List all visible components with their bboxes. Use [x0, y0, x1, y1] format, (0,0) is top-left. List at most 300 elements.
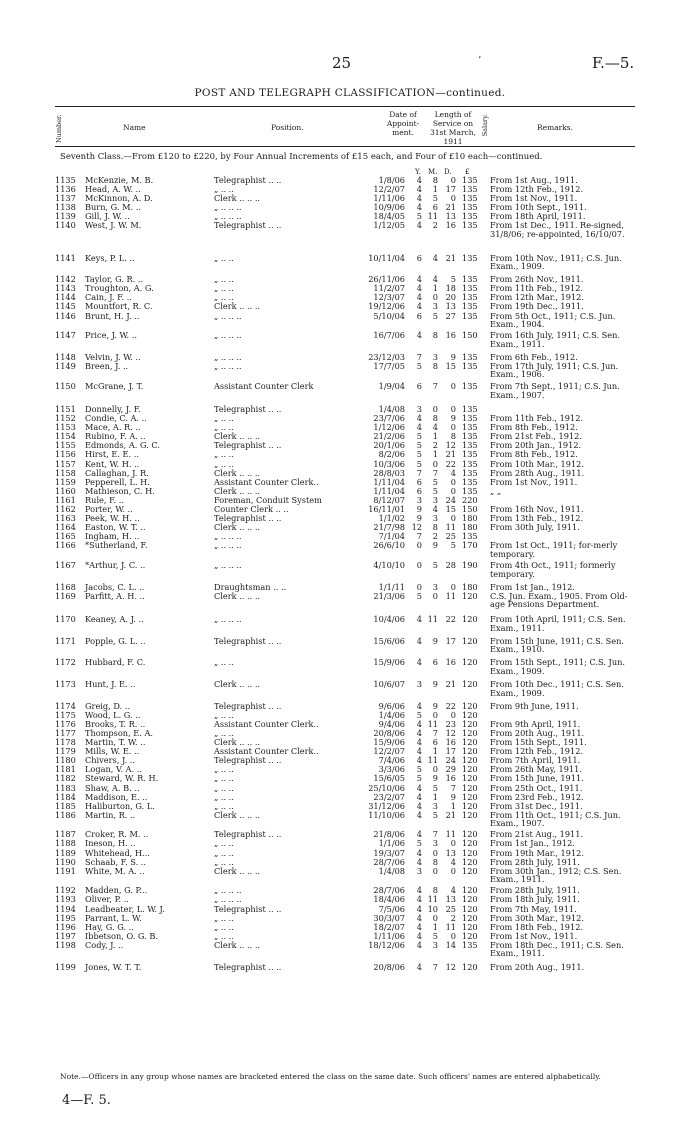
- row-date: 28/8/03: [373, 467, 405, 478]
- row-date: 10/3/06: [373, 458, 405, 469]
- row-days: 8: [450, 431, 456, 442]
- row-date: 1/11/06: [373, 930, 405, 941]
- row-name: Madden, G. P...: [85, 885, 148, 896]
- row-number: 1155: [55, 440, 76, 451]
- row-position: Clerk .. .. ..: [214, 193, 261, 204]
- row-years: 4: [416, 274, 422, 285]
- row-days: 22: [445, 700, 456, 711]
- row-days: 0: [450, 838, 456, 849]
- row-date: 21/3/06: [373, 590, 405, 601]
- row-days: 27: [445, 310, 456, 321]
- row-days: 25: [445, 903, 456, 914]
- row-number: 1139: [55, 211, 76, 222]
- row-remarks: „ „: [490, 485, 502, 496]
- row-remarks: From 30th July, 1911.: [490, 522, 580, 533]
- table-row: [0, 221, 700, 247]
- row-name: Mountfort, R. C.: [85, 301, 153, 312]
- row-salary: 135: [462, 252, 478, 263]
- row-name: Jones, W. T. T.: [85, 961, 142, 972]
- row-remarks: From 6th Feb., 1912.: [490, 351, 578, 362]
- row-salary: 120: [462, 718, 478, 729]
- table-row: [0, 615, 700, 633]
- row-number: 1198: [55, 939, 76, 950]
- row-remarks: From 9th June, 1911.: [490, 700, 579, 711]
- row-months: 8: [432, 885, 438, 896]
- row-months: 3: [432, 800, 438, 811]
- page-number: 25: [332, 54, 352, 72]
- row-years: 5: [416, 458, 422, 469]
- row-days: 21: [445, 449, 456, 460]
- col-header-position: Position.: [271, 123, 304, 132]
- row-date: 21/8/06: [373, 829, 405, 840]
- row-remarks: C.S. Jun. Exam., 1905. From Old-age Pensions Department.: [490, 590, 628, 610]
- row-name: Greig, D. ..: [85, 700, 131, 711]
- table-row: [0, 541, 700, 559]
- row-months: 0: [432, 458, 438, 469]
- row-remarks: From 20th Jan., 1912.: [490, 440, 582, 451]
- row-days: 22: [445, 614, 456, 625]
- row-months: 5: [432, 485, 438, 496]
- row-salary: 120: [462, 961, 478, 972]
- row-days: 5: [450, 540, 456, 551]
- row-years: 6: [416, 252, 422, 263]
- row-position: Clerk .. .. ..: [214, 431, 261, 442]
- row-name: Mills, W. E. ..: [85, 746, 140, 757]
- table-row: [0, 312, 700, 330]
- row-date: 1/11/04: [373, 476, 405, 487]
- row-days: 11: [445, 829, 456, 840]
- row-years: 4: [416, 220, 422, 231]
- row-position: „ .. ..: [214, 773, 234, 784]
- row-number: 1177: [55, 727, 76, 738]
- row-months: 4: [432, 504, 438, 515]
- row-years: 6: [416, 381, 422, 392]
- row-position: Clerk .. .. ..: [214, 485, 261, 496]
- row-position: Assistant Counter Clerk..: [214, 476, 319, 487]
- row-number: 1164: [55, 522, 76, 533]
- row-months: 11: [427, 755, 438, 766]
- row-position: Clerk .. .. ..: [214, 737, 261, 748]
- row-number: 1191: [55, 865, 76, 876]
- row-remarks: From 18th July, 1911.: [490, 894, 580, 905]
- row-salary: 135: [462, 939, 478, 950]
- row-years: 4: [416, 939, 422, 950]
- row-name: Velvin, J. W. ..: [85, 351, 141, 362]
- row-remarks: From 10th Sept., 1911.: [490, 202, 587, 213]
- row-salary: 135: [462, 351, 478, 362]
- row-number: 1192: [55, 885, 76, 896]
- row-position: „ .. ..: [214, 449, 234, 460]
- row-days: 11: [445, 921, 456, 932]
- row-number: 1187: [55, 829, 76, 840]
- row-position: Draughtsman .. ..: [214, 581, 287, 592]
- row-name: Jacobs, C. L. ..: [85, 581, 145, 592]
- row-position: „ .. ..: [214, 292, 234, 303]
- row-days: 24: [445, 494, 456, 505]
- row-date: 1/11/04: [373, 485, 405, 496]
- row-salary: 120: [462, 865, 478, 876]
- row-months: 11: [427, 718, 438, 729]
- row-position: Telegraphist .. ..: [214, 700, 282, 711]
- row-number: 1148: [55, 351, 76, 362]
- row-number: 1138: [55, 202, 76, 213]
- row-remarks: From 13th Feb., 1912.: [490, 513, 584, 524]
- row-salary: 120: [462, 856, 478, 867]
- row-days: 9: [450, 791, 456, 802]
- row-name: Breen, J. ..: [85, 360, 129, 371]
- row-number: 1195: [55, 912, 76, 923]
- row-remarks: From 12th Feb., 1912.: [490, 184, 584, 195]
- row-days: 16: [445, 220, 456, 231]
- row-number: 1147: [55, 330, 76, 341]
- row-number: 1165: [55, 531, 76, 542]
- row-remarks: From 26th May, 1911.: [490, 764, 582, 775]
- row-salary: 135: [462, 476, 478, 487]
- row-position: „ .. ..: [214, 283, 234, 294]
- row-years: 4: [416, 894, 422, 905]
- row-date: 9/4/06: [378, 718, 405, 729]
- row-years: 5: [416, 773, 422, 784]
- row-name: Condie, C. A. ..: [85, 413, 147, 424]
- row-position: „ .. ..: [214, 921, 234, 932]
- row-name: Easton, W. T. ..: [85, 522, 146, 533]
- row-number: 1196: [55, 921, 76, 932]
- row-number: 1183: [55, 782, 76, 793]
- row-salary: 135: [462, 449, 478, 460]
- col-header-remarks: Remarks.: [537, 123, 574, 132]
- row-name: West, J. W. M.: [85, 220, 142, 231]
- row-name: Whitehead, H...: [85, 847, 150, 858]
- row-years: 6: [416, 476, 422, 487]
- row-years: 5: [416, 709, 422, 720]
- row-days: 25: [445, 531, 456, 542]
- row-months: 7: [432, 727, 438, 738]
- row-number: 1193: [55, 894, 76, 905]
- row-years: 3: [416, 404, 422, 414]
- row-remarks: From 31st Dec., 1911.: [490, 800, 583, 811]
- row-days: 0: [450, 175, 456, 185]
- row-name: Mace, A. R. ..: [85, 422, 141, 433]
- row-days: 0: [450, 485, 456, 496]
- row-date: 3/3/06: [378, 764, 405, 775]
- row-years: 0: [416, 581, 422, 592]
- row-months: 3: [432, 939, 438, 950]
- row-date: 9/6/06: [378, 700, 405, 711]
- row-salary: 170: [462, 540, 478, 551]
- row-salary: 135: [462, 202, 478, 213]
- row-months: 1: [432, 449, 438, 460]
- row-number: 1161: [55, 494, 76, 505]
- row-months: 0: [432, 590, 438, 601]
- row-date: 28/7/06: [373, 856, 405, 867]
- row-position: Telegraphist .. ..: [214, 404, 282, 414]
- row-remarks: From 26th Nov., 1911.: [490, 274, 584, 285]
- row-years: 4: [416, 202, 422, 213]
- footnote: Note.—Officers in any group whose names are bracketed entered the class on the same date. Such officers' names are entered alphabetically.: [60, 1072, 601, 1081]
- row-months: 1: [432, 184, 438, 195]
- row-salary: 190: [462, 560, 478, 570]
- row-number: 1179: [55, 746, 76, 757]
- row-position: „ .. ..: [214, 413, 234, 424]
- row-days: 7: [450, 782, 456, 793]
- row-years: 4: [416, 422, 422, 433]
- row-date: 5/10/04: [373, 310, 405, 321]
- row-number: 1176: [55, 718, 76, 729]
- row-number: 1167: [55, 560, 76, 570]
- row-salary: 135: [462, 458, 478, 469]
- row-days: 0: [450, 476, 456, 487]
- row-date: 1/4/08: [378, 404, 405, 414]
- row-months: 3: [432, 581, 438, 592]
- row-number: 1182: [55, 773, 76, 784]
- row-months: 6: [432, 737, 438, 748]
- row-salary: 120: [462, 829, 478, 840]
- row-date: 1/1/06: [378, 838, 405, 849]
- row-days: 21: [445, 202, 456, 213]
- row-days: 0: [450, 422, 456, 433]
- row-name: Parrant, L. W.: [85, 912, 142, 923]
- row-years: 4: [416, 885, 422, 896]
- row-months: 4: [432, 422, 438, 433]
- row-remarks: From 10th Mar., 1912.: [490, 458, 584, 469]
- col-header-service: Length of Service on 31st March, 1911: [430, 110, 476, 146]
- row-months: 5: [432, 560, 438, 570]
- row-remarks: From 1st Jan., 1912.: [490, 838, 575, 849]
- row-days: 13: [445, 211, 456, 222]
- row-name: Cody, J. ..: [85, 939, 124, 950]
- row-name: Hunt, J. E. ..: [85, 679, 136, 690]
- row-years: 7: [416, 531, 422, 542]
- row-days: 0: [450, 709, 456, 720]
- row-number: 1152: [55, 413, 76, 424]
- row-name: Donnelly, J. F.: [85, 404, 141, 414]
- row-years: 3: [416, 494, 422, 505]
- row-number: 1178: [55, 737, 76, 748]
- row-date: 10/4/06: [373, 614, 405, 625]
- row-remarks: From 28th Aug., 1911.: [490, 467, 585, 478]
- row-name: Head, A. W. ..: [85, 184, 141, 195]
- row-name: Keys, P. L. ..: [85, 252, 135, 263]
- row-date: 1/12/05: [373, 220, 405, 231]
- row-months: 8: [432, 413, 438, 424]
- row-salary: 120: [462, 809, 478, 820]
- table-row: [0, 637, 700, 655]
- document-reference: F.—5.: [592, 54, 635, 72]
- row-position: Assistant Counter Clerk: [214, 381, 314, 392]
- row-years: 4: [416, 961, 422, 972]
- row-days: 11: [445, 522, 456, 533]
- row-salary: 120: [462, 903, 478, 914]
- table-row: [0, 867, 700, 885]
- row-salary: 120: [462, 894, 478, 905]
- row-number: 1156: [55, 449, 76, 460]
- row-date: 18/2/07: [373, 921, 405, 932]
- row-name: Pepperell, L. H.: [85, 476, 150, 487]
- row-name: *Arthur, J. C. ..: [85, 560, 146, 570]
- row-days: 13: [445, 894, 456, 905]
- row-years: 9: [416, 504, 422, 515]
- column-headers: [55, 110, 635, 144]
- table-row: [0, 254, 700, 272]
- row-years: 4: [416, 657, 422, 668]
- row-years: 6: [416, 485, 422, 496]
- row-days: 16: [445, 737, 456, 748]
- row-years: 4: [416, 184, 422, 195]
- row-salary: 120: [462, 930, 478, 941]
- row-number: 1153: [55, 422, 76, 433]
- row-remarks: From 7th May, 1911.: [490, 903, 577, 914]
- unit-months: M.: [428, 168, 438, 176]
- row-position: „ .. ..: [214, 847, 234, 858]
- row-position: Clerk .. .. ..: [214, 522, 261, 533]
- table-row: [0, 811, 700, 829]
- row-number: 1146: [55, 310, 76, 321]
- row-months: 1: [432, 921, 438, 932]
- row-years: 4: [416, 292, 422, 303]
- row-months: 0: [432, 404, 438, 414]
- row-months: 3: [432, 494, 438, 505]
- row-number: 1189: [55, 847, 76, 858]
- row-days: 29: [445, 764, 456, 775]
- row-years: 5: [416, 764, 422, 775]
- row-salary: 135: [462, 440, 478, 451]
- row-position: „ .. ..: [214, 764, 234, 775]
- row-date: 31/12/06: [368, 800, 405, 811]
- row-name: Hay, G. G. ..: [85, 921, 134, 932]
- row-days: 28: [445, 560, 456, 570]
- row-number: 1166: [55, 540, 76, 551]
- row-number: 1140: [55, 220, 76, 231]
- row-salary: 150: [462, 504, 478, 515]
- row-years: 5: [416, 360, 422, 371]
- row-months: 11: [427, 614, 438, 625]
- row-name: Ibbetson, O. G. B.: [85, 930, 158, 941]
- row-days: 0: [450, 581, 456, 592]
- row-number: 1159: [55, 476, 76, 487]
- row-years: 4: [416, 283, 422, 294]
- row-position: Telegraphist .. ..: [214, 175, 282, 185]
- row-date: 19/12/06: [368, 301, 405, 312]
- row-salary: 120: [462, 885, 478, 896]
- row-years: 4: [416, 718, 422, 729]
- row-days: 9: [450, 351, 456, 362]
- row-name: Croker, R. M. ..: [85, 829, 149, 840]
- row-months: 9: [432, 773, 438, 784]
- row-years: 4: [416, 175, 422, 185]
- row-months: 0: [432, 764, 438, 775]
- row-name: Ingham, H. ..: [85, 531, 140, 542]
- row-salary: 120: [462, 800, 478, 811]
- row-date: 11/10/06: [368, 809, 405, 820]
- row-number: 1144: [55, 292, 76, 303]
- row-position: „ .. .. ..: [214, 330, 242, 341]
- row-name: *Sutherland, F.: [85, 540, 148, 551]
- row-date: 1/12/06: [373, 422, 405, 433]
- row-position: Telegraphist .. ..: [214, 513, 282, 524]
- table-row: [0, 331, 700, 349]
- row-remarks: From 15th June, 1911.: [490, 773, 584, 784]
- row-days: 15: [445, 360, 456, 371]
- row-date: 10/9/06: [373, 202, 405, 213]
- row-number: 1160: [55, 485, 76, 496]
- row-name: McGrane, J. T.: [85, 381, 144, 392]
- row-date: 18/4/05: [373, 211, 405, 222]
- row-date: 1/1/11: [378, 581, 405, 592]
- row-number: 1149: [55, 360, 76, 371]
- row-remarks: From 25th Oct., 1911.: [490, 782, 583, 793]
- row-number: 1184: [55, 791, 76, 802]
- row-days: 12: [445, 440, 456, 451]
- row-salary: 120: [462, 755, 478, 766]
- row-number: 1158: [55, 467, 76, 478]
- row-months: 8: [432, 360, 438, 371]
- row-remarks: From 1st Nov., 1911.: [490, 193, 578, 204]
- row-date: 16/7/06: [373, 330, 405, 341]
- row-number: 1143: [55, 283, 76, 294]
- row-number: 1150: [55, 381, 76, 392]
- row-position: Clerk .. .. ..: [214, 467, 261, 478]
- row-date: 25/10/06: [368, 782, 405, 793]
- table-row: [0, 658, 700, 676]
- row-days: 21: [445, 679, 456, 690]
- row-remarks: From 20th Aug., 1911.: [490, 961, 585, 972]
- col-header-number: Number.: [55, 114, 63, 144]
- row-salary: 135: [462, 431, 478, 442]
- row-number: 1136: [55, 184, 76, 195]
- row-remarks: From 12th Mar., 1912.: [490, 292, 584, 303]
- row-years: 4: [416, 746, 422, 757]
- row-number: 1168: [55, 581, 76, 592]
- row-number: 1180: [55, 755, 76, 766]
- row-number: 1185: [55, 800, 76, 811]
- row-position: Telegraphist .. ..: [214, 220, 282, 231]
- row-salary: 120: [462, 912, 478, 923]
- row-months: 1: [432, 791, 438, 802]
- row-position: Counter Clerk .. ..: [214, 504, 289, 515]
- row-salary: 120: [462, 657, 478, 668]
- row-remarks: From 28th July, 1911.: [490, 856, 580, 867]
- row-position: „ .. ..: [214, 930, 234, 941]
- row-remarks: From 17th July, 1911; C.S. Jun. Exam., 1906.: [490, 360, 619, 380]
- row-remarks: From 16th Nov., 1911.: [490, 504, 584, 515]
- row-name: Peek, W. H. ..: [85, 513, 140, 524]
- row-salary: 135: [462, 404, 478, 414]
- row-remarks: From 7th Sept., 1911; C.S. Jun. Exam., 1907.: [490, 381, 620, 400]
- row-years: 4: [416, 856, 422, 867]
- row-position: „ .. .. ..: [214, 560, 242, 570]
- row-salary: 135: [462, 381, 478, 392]
- row-position: „ .. .. ..: [214, 540, 242, 551]
- row-number: 1173: [55, 679, 76, 690]
- row-name: Cain, J. F. ..: [85, 292, 132, 303]
- row-days: 13: [445, 301, 456, 312]
- row-remarks: From 1st Dec., 1911. Re-signed, 31/8/06; re-appointed, 16/10/07.: [490, 220, 625, 239]
- row-name: Mathieson, C. H.: [85, 485, 155, 496]
- row-name: Kent, W. H. ..: [85, 458, 140, 469]
- row-years: 4: [416, 829, 422, 840]
- row-position: „ .. .. ..: [214, 360, 242, 371]
- row-remarks: From 21st Feb., 1912.: [490, 431, 582, 442]
- row-name: Leadbeater, L. W. J.: [85, 903, 165, 914]
- row-remarks: From 8th Feb., 1912.: [490, 449, 578, 460]
- row-months: 7: [432, 381, 438, 392]
- row-number: 1194: [55, 903, 76, 914]
- row-remarks: From 15th June, 1911; C.S. Sen. Exam., 1910.: [490, 635, 624, 655]
- row-date: 15/6/05: [373, 773, 405, 784]
- row-position: „ .. ..: [214, 709, 234, 720]
- row-salary: 180: [462, 581, 478, 592]
- row-remarks: From 1st Jan., 1912.: [490, 581, 575, 592]
